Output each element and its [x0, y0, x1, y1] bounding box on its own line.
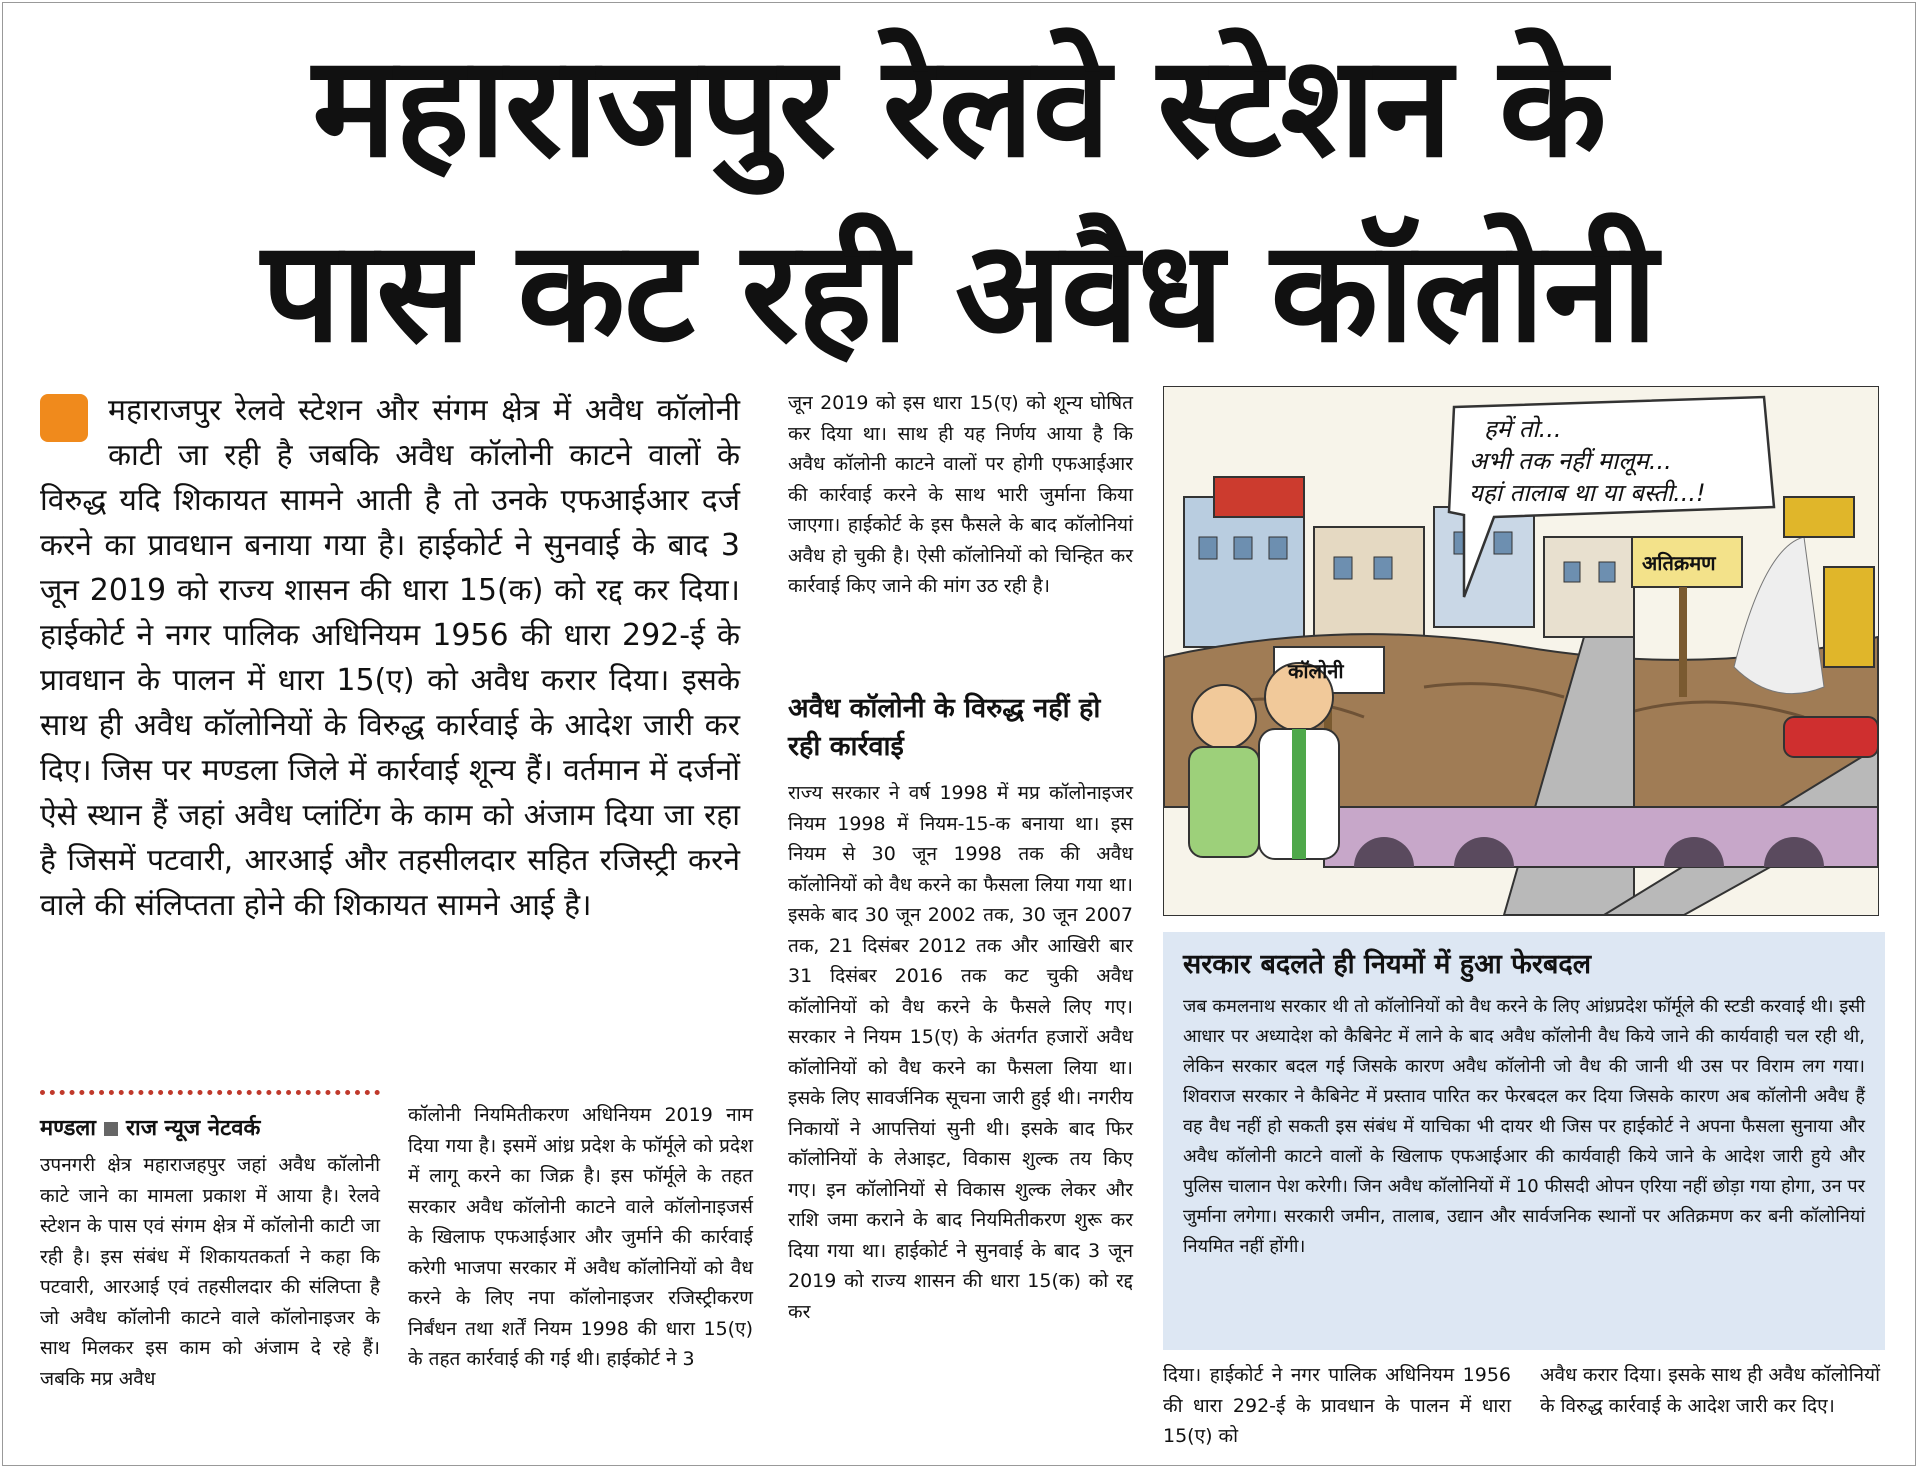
speech-line-2: अभी तक नहीं मालूम...	[1469, 447, 1672, 475]
column-3-top-text: जून 2019 को इस धारा 15(ए) को शून्य घोषित कर दिया था। साथ ही यह निर्णय आया है कि अवैध कॉलोनी काटने वालों पर होगी एफआईआर की कार्रवाई करने के साथ भारी जुर्माना किया जाएगा। हाईकोर्ट के इस फैसले के बाद कॉलोनियां अवैध हो चुकी है। ऐसी कॉलोनियों को चिन्हित कर कार्रवाई किए जाने की मांग उठ रही है।	[788, 392, 1133, 597]
cartoon-illustration	[1163, 386, 1879, 916]
column-2-text: कॉलोनी नियमितीकरण अधिनियम 2019 नाम दिया गया है। इसमें आंध्र प्रदेश के फॉर्मूले को प्रदेश में लागू करने का जिक्र है। इस फॉर्मूले के तहत सरकार अवैध कॉलोनी काटने वाले कॉलोनाइजर्स के खिलाफ एफआईआर और जुर्माने की कार्रवाई करेगी भाजपा सरकार में अवैध कॉलोनियों को वैध करने के लिए नपा कॉलोनाइजर रजिस्ट्रीकरण निर्बंधन तथा शर्तें नियम 1998 की धारा 15(ए) के तहत कार्रवाई की गई थी। हाईकोर्ट ने 3	[408, 1104, 753, 1370]
sidebar-box	[1163, 932, 1885, 1350]
column-6-text: अवैध करार दिया। इसके साथ ही अवैध कॉलोनियों के विरुद्ध कार्रवाई के आदेश जारी कर दिए।	[1540, 1364, 1880, 1417]
speech-line-1: हमें तो...	[1484, 415, 1562, 443]
sign-colony-label: कॉलोनी	[1288, 659, 1344, 683]
intro-paragraph	[40, 388, 740, 928]
column-5-text: दिया। हाईकोर्ट ने नगर पालिक अधिनियम 1956 की धारा 292-ई के प्रावधान के पालन में धारा 15(ए) को	[1163, 1364, 1511, 1447]
intro-text: महाराजपुर रेलवे स्टेशन और संगम क्षेत्र में अवैध कॉलोनी काटी जा रही है जबकि अवैध कॉलोनी काटने वालों के विरुद्ध यदि शिकायत सामने आती है तो उनके एफआईआर दर्ज करने का प्रावधान बनाया गया है। हाईकोर्ट ने सुनवाई के बाद 3 जून 2019 को राज्य शासन की धारा 15(क) को रद्द कर दिया। हाईकोर्ट ने नगर पालिक अधिनियम 1956 की धारा 292-ई के प्रावधान के पालन में धारा 15(ए) को अवैध करार दिया। इसके साथ ही अवैध कॉलोनियों के विरुद्ध कार्रवाई के आदेश जारी कर दिए। जिस पर मण्डला जिले में कार्रवाई शून्य हैं। वर्तमान में दर्जनों ऐसे स्थान हैं जहां अवैध प्लांटिंग के काम को अंजाम दिया जा रहा है जिसमें पटवारी, आरआई और तहसीलदार सहित रजिस्ट्री करने वाले की संलिप्तता होने की शिकायत सामने आई है।	[40, 393, 740, 923]
cartoon-drawing	[1164, 387, 1878, 915]
headline-line-1: महाराजपुर रेलवे स्टेशन के	[312, 26, 1606, 189]
sign-encroachment-label: अतिक्रमण	[1642, 551, 1716, 575]
column-1-text: उपनगरी क्षेत्र महाराजहपुर जहां अवैध कॉलोनी काटे जाने का मामला प्रकाश में आया है। रेलवे स्टेशन के पास एवं संगम क्षेत्र में कॉलोनी काटी जा रही है। इस संबंध में शिकायतकर्ता ने कहा कि पटवारी, आरआई एवं तहसीलदार की संलिप्ता है जो अवैध कॉलोनी काटने वाले कॉलोनाइजर के साथ मिलकर इस काम को अंजाम दे रहे हैं। जबकि मप्र अवैध	[40, 1154, 380, 1390]
dotted-divider	[40, 1090, 380, 1095]
byline-agency: राज न्यूज नेटवर्क	[126, 1116, 261, 1141]
square-separator-icon	[104, 1122, 118, 1136]
subheading: अवैध कॉलोनी के विरुद्ध नहीं हो रही कार्रवाई	[788, 693, 1101, 762]
sidebar-box-body: जब कमलनाथ सरकार थी तो कॉलोनियों को वैध करने के लिए आंध्रप्रदेश फॉर्मूले की स्टडी करवाई थी। इसी आधार पर अध्यादेश को कैबिनेट में लाने के बाद अवैध कॉलोनी वैध किये जाने की कार्यवाही चल रही थी, लेकिन सरकार बदल गई जिसके कारण अवैध कॉलोनी जो वैध की जानी थी उस पर विराम लग गया। शिवराज सरकार ने कैबिनेट में प्रस्ताव पारित कर फेरबदल कर दिया जिसके कारण अब कॉलोनी अवैध हैं वह वैध नहीं हो सकती इस संबंध में याचिका भी दायर थी जिस पर हाईकोर्ट ने अपना फैसला सुनाया और अवैध कॉलोनी काटने वालों के खिलाफ एफआईआर की कार्यवाही किये जाने के आदेश जारी हुये और पुलिस चालान पेश करेगी। जिन अवैध कॉलोनियों में 10 फीसदी ओपन एरिया नहीं छोड़ा गया होगा, उन पर जुर्माना लगेगा। सरकारी जमीन, तालाब, उद्यान और सार्वजनिक स्थानों पर अतिक्रमण कर बनी कॉलोनियां नियमित नहीं होंगी।	[1183, 996, 1866, 1257]
byline-place: मण्डला	[40, 1116, 96, 1141]
quote-icon	[40, 394, 88, 442]
column-3-bottom-text: राज्य सरकार ने वर्ष 1998 में मप्र कॉलोनाइजर नियम 1998 में नियम-15-क बनाया था। इस नियम से 30 जून 1998 तक की अवैध कॉलोनियों को वैध करने का फैसला लिया गया था। इसके बाद 30 जून 2002 तक, 30 जून 2007 तक, 21 दिसंबर 2012 तक और आखिरी बार 31 दिसंबर 2016 तक कट चुकी अवैध कॉलोनियों को वैध करने के फैसले लिए गए। सरकार ने नियम 15(ए) के अंतर्गत हजारों अवैध कॉलोनियों को वैध करने का फैसला लिया था। इसके लिए सावर्जनिक सूचना जारी हुई थी। नगरीय निकायों ने आपत्तियां सुनी थी। इसके बाद फिर कॉलोनियों के लेआइट, विकास शुल्क तय किए गए। इन कॉलोनियों से विकास शुल्क लेकर और राशि जमा कराने के बाद नियमितीकरण शुरू कर दिया गया था। हाईकोर्ट ने सुनवाई के बाद 3 जून 2019 को राज्य शासन की धारा 15(क) को रद्द कर	[788, 782, 1133, 1323]
byline	[40, 1112, 260, 1142]
sidebar-box-title: सरकार बदलते ही नियमों में हुआ फेरबदल	[1183, 949, 1592, 980]
speech-line-3: यहां तालाब था या बस्ती...!	[1469, 479, 1706, 507]
headline-line-2: पास कट रही अवैध कॉलोनी	[261, 211, 1657, 374]
